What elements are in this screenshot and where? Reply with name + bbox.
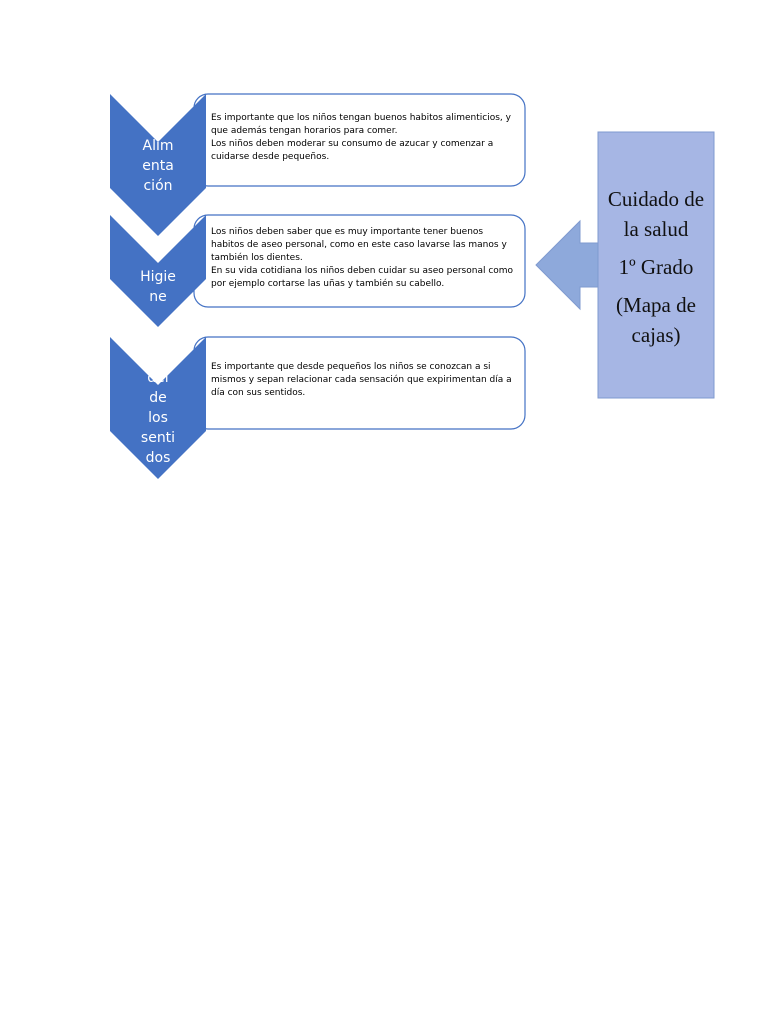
title-panel-text <box>598 184 714 350</box>
chevron-label-higiene: Higie ne <box>140 269 176 305</box>
chevron-label-alimentacion: Alim enta ción <box>142 138 174 194</box>
chevron-label-sentidos: Uso del de los senti dos <box>140 350 176 466</box>
box-paragraph: Es importante que desde pequeños los niños se conozcan a si mismos y sepan relacionar cada sensación que expirimentan día a día con sus sentidos. <box>211 362 512 398</box>
title-line-main: Cuidado de la salud <box>607 187 705 241</box>
box-text-higiene <box>211 226 517 291</box>
box-text-alimentacion <box>211 112 517 164</box>
title-line-grade: 1º Grado <box>618 255 694 279</box>
box-paragraph: En su vida cotidiana los niños deben cuidar su aseo personal como por ejemplo cortarse las uñas y también su cabello. <box>211 266 514 289</box>
box-text-sentidos <box>211 361 517 400</box>
title-line-subtitle: (Mapa de cajas) <box>616 293 696 347</box>
left-arrow-icon <box>536 221 598 309</box>
box-paragraph: Es importante que los niños tengan buenos habitos alimenticios, y que además tengan horarios para comer. <box>211 113 511 136</box>
box-paragraph: Los niños deben moderar su consumo de azucar y comenzar a cuidarse desde pequeños. <box>211 139 494 162</box>
box-paragraph: Los niños deben saber que es muy importante tener buenos habitos de aseo personal, como en este caso lavarse las manos y también los dientes. <box>211 227 507 263</box>
